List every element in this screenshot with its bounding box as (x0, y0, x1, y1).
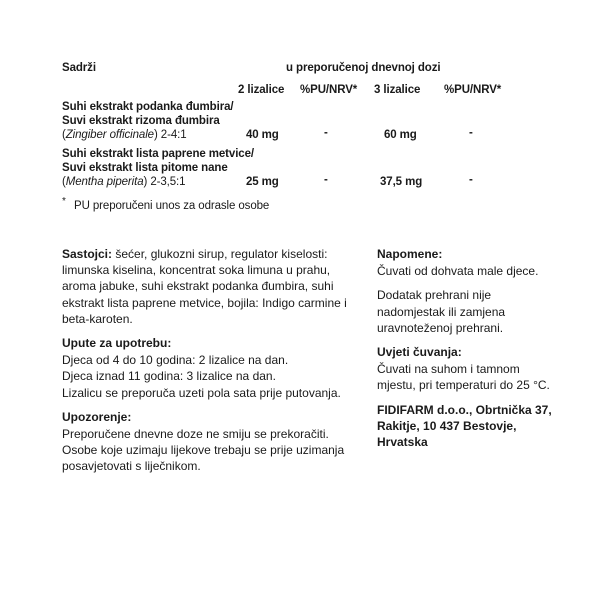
col-header-pu-2: %PU/NRV* (444, 84, 502, 96)
percent-value: - (324, 127, 328, 139)
row-latin-line: (Zingiber officinale) 2-4:1 (62, 129, 187, 141)
storage-title: Uvjeti čuvanja: (377, 345, 462, 360)
percent-value: - (469, 174, 473, 186)
latin-name: Zingiber officinale (65, 129, 154, 141)
footnote-mark: * (62, 196, 66, 207)
right-column (377, 246, 555, 458)
supplement-note (377, 287, 555, 336)
extract-ratio: 2-4:1 (157, 129, 187, 141)
usage-line: Djeca od 4 do 10 godina: 2 lizalice na dan. (62, 353, 289, 368)
usage-line: Djeca iznad 11 godina: 3 lizalice na dan. (62, 369, 276, 384)
notes-section (377, 246, 555, 279)
percent-value: - (324, 174, 328, 186)
row-latin-line: (Mentha piperita) 2-3,5:1 (62, 176, 186, 188)
ingredients-text: šećer, glukozni sirup, regulator kiselosti: limunska kiselina, koncentrat soka limuna u prahu, aroma jabuke, suhi ekstrakt podanka đumbira, suhi ekstrakt lista paprene metvice, bojila: Indigo carmine i beta-karoten. (62, 247, 347, 326)
usage-title: Upute za upotrebu: (62, 336, 172, 351)
row-name-line-2: Suvi ekstrakt lista pitome nane (62, 162, 228, 174)
warning-title: Upozorenje: (62, 409, 132, 424)
warning-text: Preporučene dnevne doze ne smiju se prekoračiti. Osobe koje uzimaju lijekove trebaju se prije uzimanja posavjetovati s liječnikom. (62, 427, 345, 474)
ingredients-label: Sastojci: (62, 247, 113, 261)
usage-section (62, 335, 362, 401)
value-2-lizalice: 25 mg (246, 176, 279, 188)
ingredients-section (62, 246, 362, 327)
group-header: u preporučenoj dnevnoj dozi (286, 62, 441, 74)
extract-ratio: 2-3,5:1 (147, 176, 186, 188)
company-address (377, 402, 555, 451)
value-3-lizalice: 60 mg (384, 129, 417, 141)
table-title: Sadrži (62, 62, 96, 74)
notes-title: Napomene: (377, 247, 443, 261)
storage-text: Čuvati na suhom i tamnom mjestu, pri temperaturi do 25 °C. (377, 362, 550, 393)
usage-line: Lizalicu se preporuča uzeti pola sata prije putovanja. (62, 385, 341, 400)
note-text: Čuvati od dohvata male djece. (377, 264, 539, 279)
col-header-3-lizalice: 3 lizalice (374, 84, 421, 96)
col-header-2-lizalice: 2 lizalice (238, 84, 285, 96)
latin-name: Mentha piperita (65, 176, 144, 188)
storage-section (377, 344, 555, 394)
value-2-lizalice: 40 mg (246, 129, 279, 141)
value-3-lizalice: 37,5 mg (380, 176, 423, 188)
col-header-pu-1: %PU/NRV* (300, 84, 358, 96)
row-name-line-1: Suhi ekstrakt podanka đumbira/ (62, 101, 234, 113)
left-column (62, 246, 362, 483)
percent-value: - (469, 127, 473, 139)
footnote: PU preporučeni unos za odrasle osobe (74, 200, 270, 212)
row-name-line-2: Suvi ekstrakt rizoma đumbira (62, 115, 220, 127)
note-text: Dodatak prehrani nije nadomjestak ili zamjena uravnoteženoj prehrani. (377, 288, 506, 335)
warning-section (62, 409, 362, 475)
company-line: FIDIFARM d.o.o., Obrtnička 37, (377, 402, 552, 417)
company-line: Rakitje, 10 437 Bestovje, Hrvatska (377, 418, 517, 450)
row-name-line-1: Suhi ekstrakt lista paprene metvice/ (62, 148, 254, 160)
